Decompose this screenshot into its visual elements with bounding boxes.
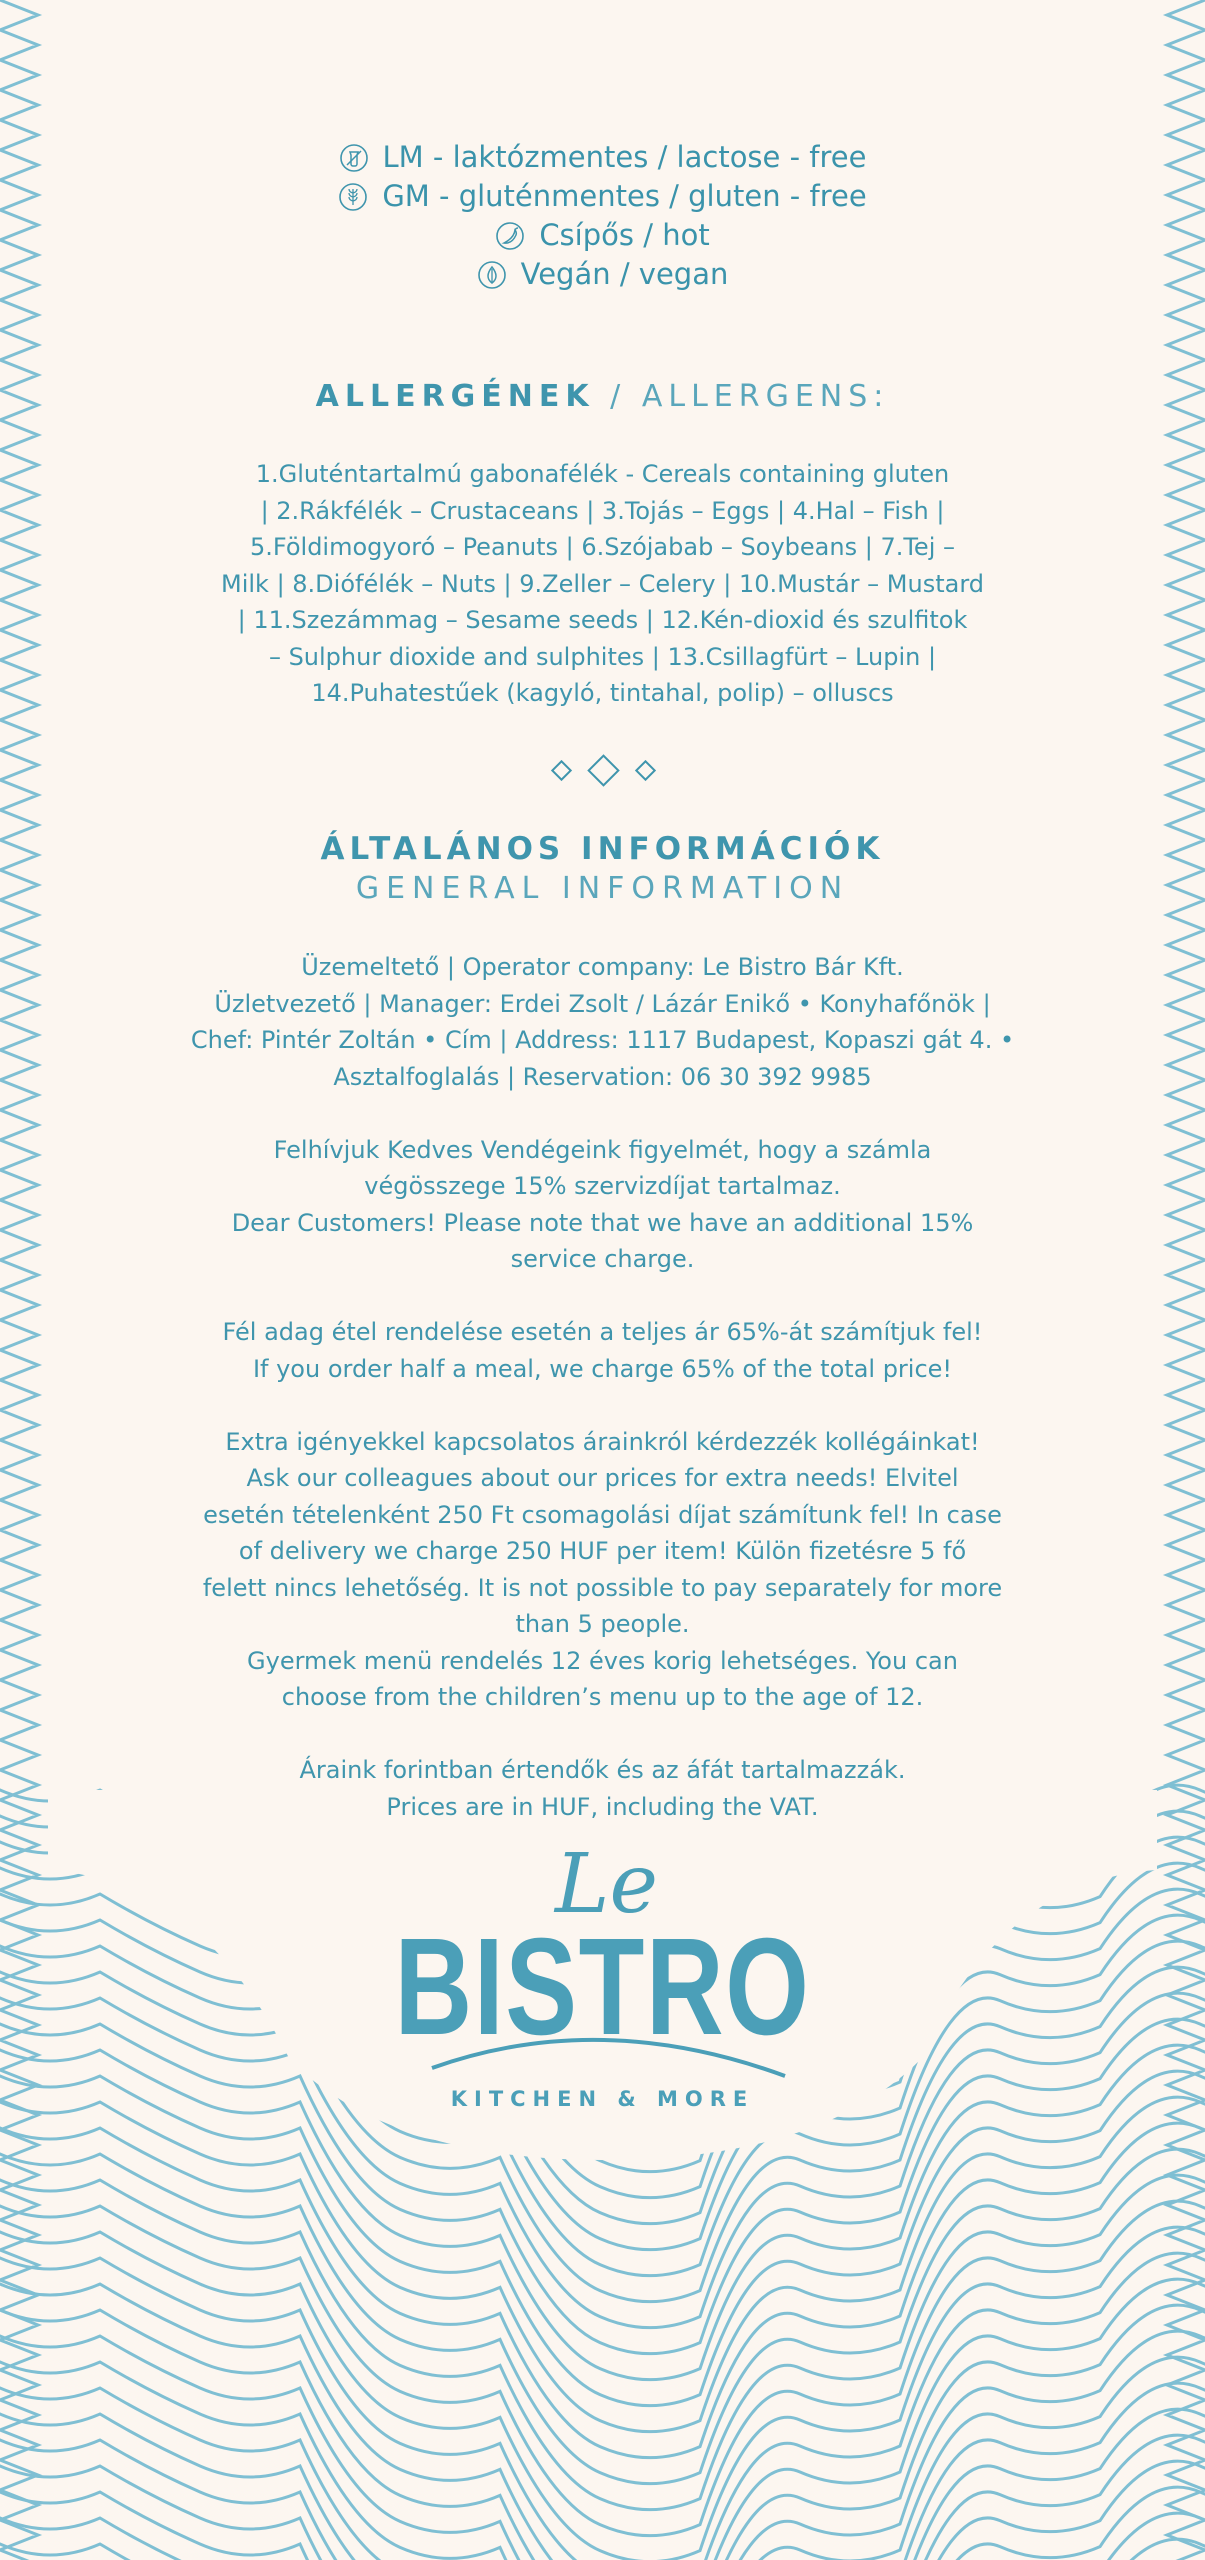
allergen-line: | 2.Rákfélék – Crustaceans | 3.Tojás – Eggs | 4.Hal – Fish | [260,496,945,525]
legend-text-hot: Csípős / hot [539,218,710,252]
general-info-text [0,949,1205,1862]
info-line: Asztalfoglalás | Reservation: 06 30 392 9985 [333,1062,872,1091]
legend-text-lactose-free: LM - laktózmentes / lactose - free [382,140,867,174]
info-line: Ask our colleagues about our prices for extra needs! Elvitel [246,1464,959,1492]
chili-icon [495,221,525,251]
info-line: felett nincs lehetőség. It is not possible to pay separately for more [202,1573,1003,1602]
general-info-heading [0,828,1205,908]
allergen-line: 1.Gluténtartalmú gabonafélék - Cereals containing gluten [255,460,950,488]
info-line: Fél adag étel rendelése esetén a teljes ár 65%-át számítjuk fel! [222,1318,983,1346]
allergen-line: Milk | 8.Diófélék – Nuts | 9.Zeller – Celery | 10.Mustár – Mustard [221,569,984,598]
allergen-line: – Sulphur dioxide and sulphites | 13.Csillagfürt – Lupin | [268,642,937,671]
info-line: service charge. [510,1245,695,1273]
info-line: Áraink forintban értendők és az áfát tartalmazzák. [299,1756,906,1784]
info-line: Prices are in HUF, including the VAT. [386,1792,819,1821]
info-line: Dear Customers! Please note that we have an additional 15% [231,1208,974,1237]
legend-item-hot [0,216,1205,255]
allergens-heading [0,377,1205,417]
dietary-legend [0,138,1205,294]
general-title-en: GENERAL INFORMATION [355,871,850,906]
allergens-title-separator: / [594,379,642,414]
diamond-divider [0,750,1205,790]
le-bistro-logo [0,1837,1205,2130]
info-line: Üzemeltető | Operator company: Le Bistro Bár Kft. [301,953,904,981]
allergens-title-hu: ALLERGÉNEK [315,379,595,414]
logo-name: BISTRO [394,1910,811,2064]
info-line: Chef: Pintér Zoltán • Cím | Address: 1117 Budapest, Kopaszi gát 4. • [190,1026,1015,1054]
general-title-hu: ÁLTALÁNOS INFORMÁCIÓK [320,831,885,867]
info-line: végösszege 15% szervizdíjat tartalmaz. [364,1172,841,1200]
info-line: If you order half a meal, we charge 65% of the total price! [252,1354,953,1383]
info-line: than 5 people. [515,1610,690,1638]
legend-item-vegan [0,255,1205,294]
allergen-list [0,456,1205,712]
allergen-line: 5.Földimogyoró – Peanuts | 6.Szójabab – Soybeans | 7.Tej – [250,533,955,561]
info-line: esetén tételenként 250 Ft csomagolási díjat számítunk fel! In case [203,1500,1002,1529]
info-line: Felhívjuk Kedves Vendégeink figyelmét, hogy a számla [273,1135,932,1164]
info-line: of delivery we charge 250 HUF per item! Külön fizetésre 5 fő [238,1537,967,1565]
info-paragraph [0,1752,1205,1825]
allergen-line: | 11.Szezámmag – Sesame seeds | 12.Kén-dioxid és szulfitok [237,606,968,634]
legend-text-vegan: Vegán / vegan [520,257,729,291]
legend-item-lactose-free [0,138,1205,177]
info-line: choose from the children’s menu up to the age of 12. [281,1683,924,1711]
lactose-free-icon [339,143,369,173]
leaf-icon [477,260,507,290]
info-paragraph [0,1314,1205,1387]
info-line: Gyermek menü rendelés 12 éves korig lehetséges. You can [247,1646,958,1675]
logo-tagline: KITCHEN & MORE [450,2087,755,2111]
legend-item-gluten-free [0,177,1205,216]
allergens-title-en: ALLERGENS: [641,379,890,414]
gluten-free-icon [338,182,368,212]
info-paragraph [0,949,1205,1095]
info-line: Üzletvezető | Manager: Erdei Zsolt / Lázár Enikő • Konyhafőnök | [214,989,991,1018]
legend-text-gluten-free: GM - gluténmentes / gluten - free [382,179,867,213]
info-paragraph [0,1424,1205,1716]
info-line: Extra igényekkel kapcsolatos árainkról kérdezzék kollégáinkat! [225,1427,980,1456]
allergen-line: 14.Puhatestűek (kagyló, tintahal, polip) – olluscs [311,679,894,707]
logo-script-le: Le [555,1837,658,1932]
info-paragraph [0,1132,1205,1278]
